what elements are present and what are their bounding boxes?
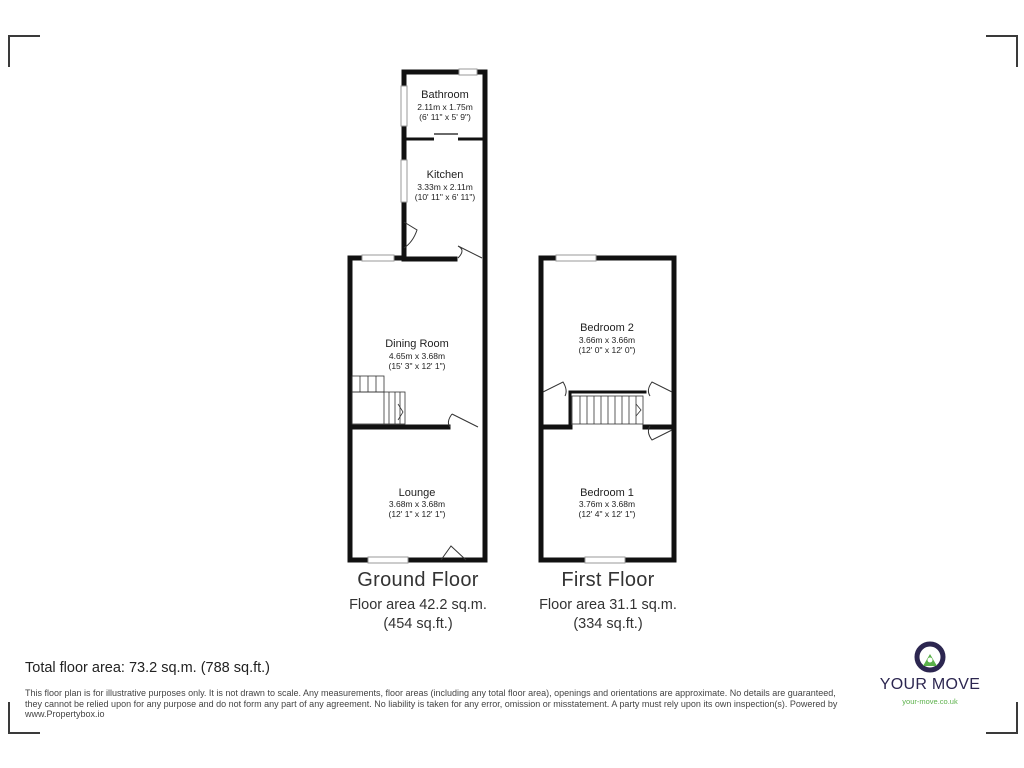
- room-metric: 3.33m x 2.11m: [417, 182, 473, 192]
- room-label-bedroom-2: [578, 322, 635, 355]
- room-metric: 3.76m x 3.68m: [578, 499, 636, 509]
- bedroom-1-window: [585, 557, 625, 563]
- floor-title: Ground Floor: [357, 569, 479, 591]
- floor-title: First Floor: [561, 569, 655, 591]
- floor-area-metric: Floor area 42.2 sq.m.: [349, 597, 487, 613]
- total-floor-area: Total floor area: 73.2 sq.m. (788 sq.ft.): [25, 660, 271, 676]
- room-name: Kitchen: [426, 169, 464, 181]
- brand-logo: [872, 640, 988, 706]
- floor-area-imperial: (334 sq.ft.): [573, 616, 643, 632]
- room-metric: 3.68m x 3.68m: [388, 499, 446, 509]
- room-imperial: (12' 1" x 12' 1"): [388, 509, 446, 519]
- bedroom-2-door: [543, 382, 566, 396]
- room-name: Bedroom 2: [580, 322, 634, 334]
- room-name: Lounge: [398, 487, 436, 499]
- stairs-ground: [352, 376, 405, 424]
- room-label-bathroom: [417, 89, 473, 122]
- floor-area-imperial: (454 sq.ft.): [383, 616, 453, 632]
- lounge-window: [368, 557, 408, 563]
- room-metric: 2.11m x 1.75m: [417, 102, 473, 112]
- room-label-lounge: [388, 487, 445, 519]
- disclaimer-text: This floor plan is for illustrative purposes only. It is not drawn to scale. Any measurements, floor areas (including any total floor area), openings and orientations are approximate. No details are guaranteed, they cannot be relied upon for any purpose and do not form any part of any agreement. No liability is taken for any error, omission or misstatement. A party must rely upon its own inspection(s). Powered by www.Propertybox.io: [25, 688, 838, 719]
- room-label-bedroom-1: [578, 487, 635, 519]
- room-imperial: (12' 4" x 12' 1"): [578, 509, 636, 519]
- floor-area-metric: Floor area 31.1 sq.m.: [539, 597, 677, 613]
- first-floor-summary: [508, 569, 708, 634]
- stairs-first: [572, 396, 643, 424]
- landing-door: [648, 382, 672, 396]
- bedroom-2-window: [556, 255, 596, 261]
- brand-name: YOUR MOVE: [879, 676, 981, 693]
- room-imperial: (15' 3" x 12' 1"): [388, 361, 446, 371]
- brand-url: your-move.co.uk: [902, 697, 958, 706]
- bathroom-window: [459, 69, 477, 75]
- room-imperial: (6' 11" x 5' 9"): [419, 112, 471, 122]
- room-metric: 4.65m x 3.68m: [388, 351, 446, 361]
- room-imperial: (12' 0" x 12' 0"): [578, 345, 636, 355]
- bathroom-partition: [404, 134, 485, 139]
- bathroom-side-window: [401, 86, 407, 126]
- room-label-dining-room: [385, 338, 449, 371]
- room-label-kitchen: [415, 169, 476, 202]
- room-name: Bedroom 1: [580, 487, 634, 499]
- room-metric: 3.66m x 3.66m: [578, 335, 636, 345]
- your-move-logo-icon: [913, 640, 947, 674]
- lounge-door: [448, 414, 478, 427]
- dining-window: [362, 255, 394, 261]
- kitchen-window: [401, 160, 407, 202]
- room-name: Dining Room: [385, 338, 449, 350]
- room-name: Bathroom: [421, 89, 469, 101]
- room-imperial: (10' 11" x 6' 11"): [414, 192, 476, 202]
- dining-door: [458, 246, 482, 258]
- ground-floor-summary: [318, 569, 518, 634]
